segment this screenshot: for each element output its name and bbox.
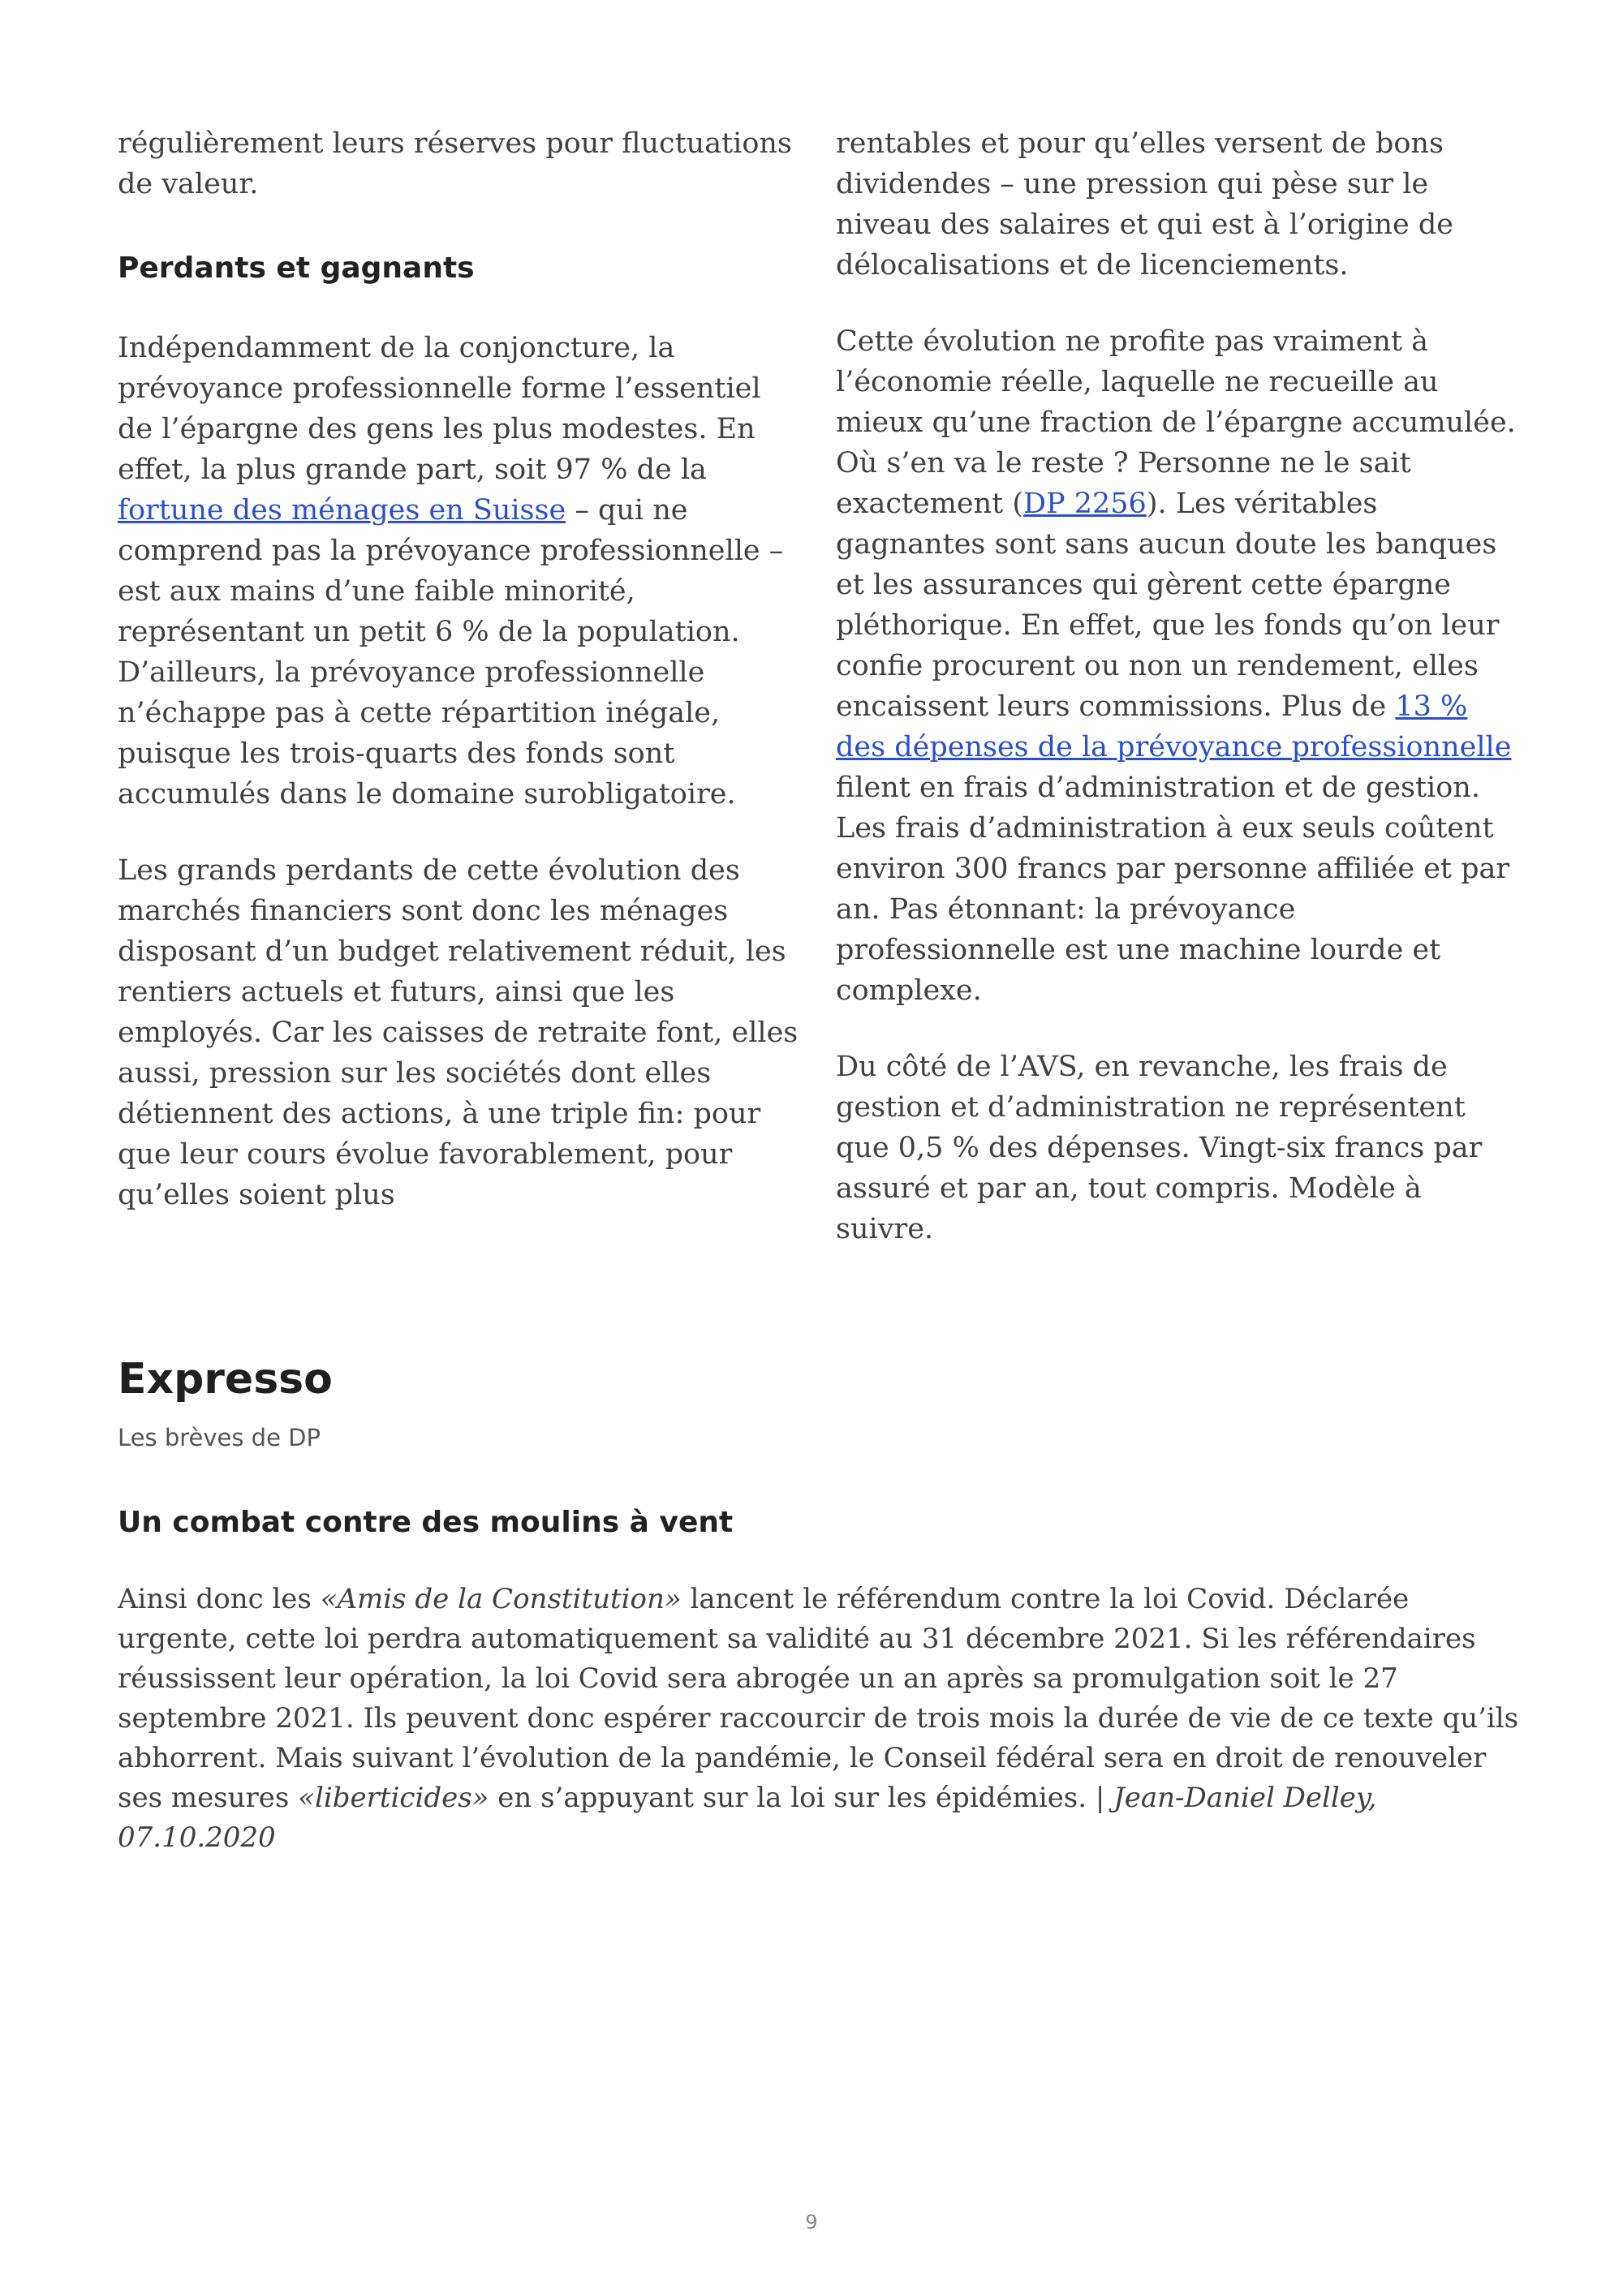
byline: Jean-Daniel Delley, 07.10.2020 xyxy=(118,1782,1377,1854)
body-paragraph: Du côté de l’AVS, en revanche, les frais de gestion et d’administration ne représentent que 0,5 % des dépenses. Vingt-six francs par assuré et par an, tout compris. Modèle à suivre. xyxy=(836,1051,1483,1245)
body-paragraph: Les grands perdants de cette évolution des marchés financiers sont donc les ménages disposant d’un budget relativement réduit, les rentiers actuels et futurs, ainsi que les employés. Car les caisses de retraite font, elles aussi, pression sur les sociétés dont elles détiennent des actions, à une triple fin: pour que leur cours évolue favorablement, pour qu’elles soient plus xyxy=(118,854,799,1211)
page-number: 9 xyxy=(805,2211,818,2234)
dp-2256-link[interactable]: DP 2256 xyxy=(1023,488,1147,520)
body-paragraph xyxy=(836,321,1522,1011)
brief-text: en s’appuyant sur la loi sur les épidémies. | xyxy=(489,1782,1114,1814)
brief-text: Ainsi donc les xyxy=(118,1583,321,1615)
brief-quote: «liberticides» xyxy=(298,1782,489,1814)
brief-title: Un combat contre des moulins à vent xyxy=(118,1506,734,1539)
fortune-menages-link[interactable]: fortune des ménages en Suisse xyxy=(118,494,566,527)
expresso-subtitle: Les brèves de DP xyxy=(118,1424,321,1451)
brief-text: lancent le référendum contre la loi Covid. Déclarée urgente, cette loi perdra automatiquement sa validité au 31 décembre 2021. Si les référendaires réussissent leur opération, la loi Covid sera abrogée un an après sa promulgation soit le 27 septembre 2021. Ils peuvent donc espérer raccourcir de trois mois la durée de vie de ce texte qu’ils abhorrent. Mais suivant l’évolution de la pandémie, le Conseil fédéral sera en droit de renouveler ses mesures xyxy=(118,1583,1519,1814)
body-paragraph xyxy=(118,328,799,815)
left-column xyxy=(118,123,799,1251)
right-column xyxy=(836,123,1522,1285)
section-subheading: Perdants et gagnants xyxy=(118,252,475,285)
brief-body xyxy=(118,1580,1522,1858)
paragraph-text: filent en frais d’administration et de gestion. Les frais d’administration à eux seuls coûtent environ 300 francs par personne affiliée et par an. Pas étonnant: la prévoyance professionnelle est une machine lourde et complexe. xyxy=(836,772,1510,1007)
paragraph-text: – qui ne comprend pas la prévoyance professionnelle – est aux mains d’une faible minorité, représentant un petit 6 % de la population. D’ailleurs, la prévoyance professionnelle n’échappe pas à cette répartition inégale, puisque les trois-quarts des fonds sont accumulés dans le domaine surobligatoire. xyxy=(118,494,784,810)
continuation-paragraph: rentables et pour qu’elles versent de bons dividendes – une pression qui pèse sur le niveau des salaires et qui est à l’origine de délocalisations et de licenciements. xyxy=(836,127,1454,282)
brief-quote: «Amis de la Constitution» xyxy=(320,1583,682,1615)
paragraph-text: Indépendamment de la conjoncture, la prévoyance professionnelle forme l’essentiel de l’épargne des gens les plus modestes. En effet, la plus grande part, soit 97 % de la xyxy=(118,332,761,486)
paragraph-text: ). Les véritables gagnantes sont sans aucun doute les banques et les assurances qui gèrent cette épargne pléthorique. En effet, que les fonds qu’on leur confie procurent ou non un rendement, elles encaissent leurs commissions. Plus de xyxy=(836,488,1500,723)
depenses-prevoyance-link[interactable]: 13 % des dépenses de la prévoyance professionnelle xyxy=(836,690,1512,763)
continuation-paragraph: régulièrement leurs réserves pour fluctuations de valeur. xyxy=(118,127,792,200)
paragraph-text: Cette évolution ne profite pas vraiment à l’économie réelle, laquelle ne recueille au mieux qu’une fraction de l’épargne accumulée. Où s’en va le reste ? Personne ne le sait exactement ( xyxy=(836,325,1516,520)
expresso-title: Expresso xyxy=(118,1355,333,1404)
